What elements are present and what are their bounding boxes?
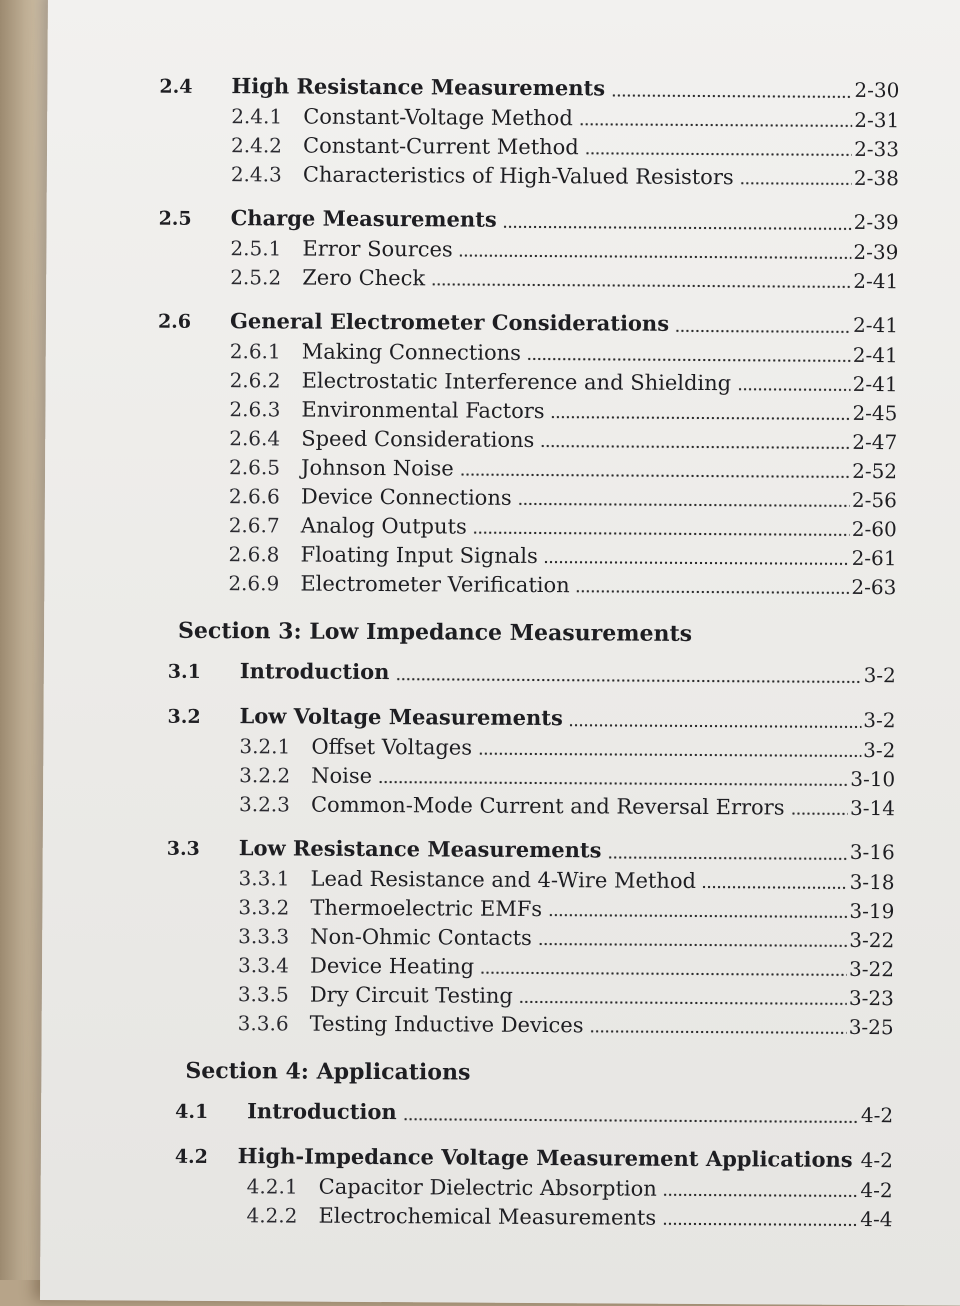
entry-title: Making Connections [302,338,521,368]
entry-page-number: 3-18 [850,868,895,897]
toc-subsection-entry [159,131,899,165]
dot-leader [544,560,850,566]
dot-leader [503,225,852,231]
entry-number: 2.6.5 [229,453,301,482]
entry-page-number: 2-41 [853,267,898,296]
toc-section-entry [159,203,899,239]
entry-page-number: 2-33 [854,135,899,164]
entry-title: Constant-Current Method [303,132,579,163]
entry-title: Low Resistance Measurements [239,833,602,864]
entry-number: 4.2.2 [246,1201,318,1230]
dot-leader [740,181,852,186]
toc-subsection-entry [159,160,899,194]
dot-leader [478,752,861,758]
toc-subsection-entry [158,337,898,371]
entry-number: 2.4.2 [231,131,303,160]
entry-number: 2.6.3 [229,395,301,424]
entry-number: 2.6.9 [228,569,300,598]
dot-leader [663,1193,859,1198]
toc-subsection-entry [157,424,897,458]
dot-leader [737,387,851,392]
toc-section-entry [167,701,895,736]
entry-title: Common-Mode Current and Reversal Errors [311,791,785,823]
dot-leader [607,855,847,860]
entry-page-number: 3-25 [849,1013,894,1042]
toc-subsection-entry [167,761,895,794]
dot-leader [551,415,851,421]
entry-page-number: 2-38 [854,164,899,193]
entry-title: Lead Resistance and 4-Wire Method [310,865,696,896]
entry-number: 3.2 [167,703,239,732]
entry-page-number: 2-41 [853,370,898,399]
toc-subsection-entry [157,482,897,516]
entry-page-number: 4-2 [860,1176,892,1205]
entry-number: 4.1 [175,1098,247,1127]
toc-subsection-entry [157,511,897,545]
toc-subsection-entry [156,569,896,603]
entry-number: 3.3 [167,835,239,864]
toc-subsection-entry [166,864,894,897]
entry-number: 2.6.8 [228,540,300,569]
entry-title: Introduction [240,656,390,686]
entry-page-number: 2-56 [852,486,897,515]
entry-title: Introduction [247,1096,397,1126]
toc-group [175,1096,893,1131]
entry-title: Dry Circuit Testing [310,981,513,1011]
section-4-entries [174,1096,893,1234]
entry-title: Speed Considerations [301,425,534,455]
entry-title: Offset Voltages [311,733,472,763]
dot-leader [395,677,861,684]
toc-group [174,1141,893,1234]
dot-leader [431,282,851,289]
entry-title: Johnson Noise [301,454,454,484]
toc-group [167,701,896,823]
dot-leader [527,357,851,363]
entry-page-number: 2-47 [852,428,897,457]
entry-page-number: 3-2 [863,706,895,735]
entry-number: 2.5 [159,205,231,234]
entry-page-number: 3-19 [849,897,894,926]
entry-page-number: 4-2 [861,1101,893,1130]
entry-page-number: 3-10 [850,765,895,794]
entry-page-number: 4-2 [861,1146,893,1175]
entry-number: 2.4.3 [231,160,303,189]
entry-title: Floating Input Signals [300,541,537,571]
dot-leader [378,780,848,787]
entry-number: 3.3.5 [238,980,310,1009]
entry-number: 3.3.3 [238,922,310,951]
dot-leader [662,1222,858,1227]
entry-title: Electrometer Verification [300,570,569,601]
entry-title: Capacitor Dielectric Absorption [319,1173,657,1204]
toc-subsection-entry [166,980,894,1013]
entry-title: High-Impedance Voltage Measurement Applications [238,1141,853,1174]
toc-subsection-entry [167,790,895,823]
entry-page-number: 3-22 [849,955,894,984]
entry-page-number: 3-23 [849,984,894,1013]
book-page [40,0,960,1306]
toc-subsection-entry [166,951,894,984]
entry-number: 4.2.1 [247,1172,319,1201]
entry-page-number: 2-63 [851,573,896,602]
entry-title: Charge Measurements [231,203,497,234]
entry-title: Device Connections [301,483,512,513]
entry-page-number: 2-61 [852,544,897,573]
entry-number: 3.3.6 [238,1009,310,1038]
entry-title: Zero Check [302,264,425,294]
dot-leader [611,93,852,98]
dot-leader [403,1117,859,1124]
toc-section-entry [175,1141,893,1176]
table-of-contents [152,71,899,1248]
dot-leader [538,942,847,948]
toc-subsection-entry [158,366,898,400]
entry-number: 3.3.2 [238,893,310,922]
entry-page-number: 2-41 [853,341,898,370]
dot-leader [459,254,852,260]
entry-number: 2.6 [158,308,230,337]
dot-leader [590,1029,847,1035]
dot-leader [790,812,848,816]
dot-leader [473,531,850,537]
entry-number: 3.2.3 [239,790,311,819]
toc-subsection-entry [166,893,894,926]
section-2-entries [156,71,899,603]
toc-group [168,656,896,691]
section-heading: Section 3: Low Impedance Measurements [178,616,896,650]
entry-title: General Electrometer Considerations [230,306,669,338]
dot-leader [702,885,848,890]
entry-number: 4.2 [175,1143,238,1172]
toc-subsection-entry [174,1201,892,1234]
entry-number: 2.6.6 [229,482,301,511]
toc-group [166,833,895,1042]
section-3 [166,616,897,1042]
entry-title: Testing Inductive Devices [310,1010,584,1041]
toc-section-entry [158,306,898,342]
toc-subsection-entry [157,453,897,487]
entry-number: 2.4.1 [231,102,303,131]
entry-page-number: 2-31 [854,106,899,135]
dot-leader [576,589,850,595]
entry-page-number: 2-39 [853,238,898,267]
entry-title: Electrostatic Interference and Shielding [302,367,732,399]
entry-page-number: 3-14 [850,794,895,823]
entry-page-number: 2-39 [854,208,899,237]
dot-leader [569,723,862,729]
entry-page-number: 2-60 [852,515,897,544]
toc-group [159,71,900,194]
entry-title: Error Sources [302,235,453,265]
dot-leader [519,1000,847,1006]
entry-title: Non-Ohmic Contacts [310,923,532,953]
entry-page-number: 2-41 [853,311,898,340]
toc-subsection-entry [166,922,894,955]
entry-page-number: 3-2 [863,736,895,765]
entry-title: Noise [311,762,372,791]
entry-number: 3.1 [168,658,240,687]
dot-leader [579,122,852,128]
dot-leader [585,151,852,157]
entry-title: Environmental Factors [301,396,544,426]
toc-group [156,306,898,603]
entry-title: High Resistance Measurements [231,71,605,102]
entry-number: 3.3.1 [238,864,310,893]
entry-page-number: 3-22 [849,926,894,955]
entry-number: 2.5.1 [230,234,302,263]
dot-leader [675,329,851,334]
entry-number: 2.6.4 [229,424,301,453]
toc-subsection-entry [158,234,898,268]
entry-number: 2.6.1 [230,337,302,366]
toc-group [158,203,899,297]
entry-title: Device Heating [310,952,474,982]
entry-title: Constant-Voltage Method [303,103,573,134]
entry-title: Analog Outputs [301,512,467,542]
section-heading: Section 4: Applications [185,1056,893,1090]
toc-subsection-entry [156,540,896,574]
toc-section-entry [168,656,896,691]
entry-number: 2.5.2 [230,263,302,292]
toc-section-entry [167,833,895,868]
entry-number: 3.2.2 [239,761,311,790]
dot-leader [540,444,850,450]
entry-number: 2.4 [159,73,231,102]
toc-section-entry [159,71,899,107]
dot-leader [460,473,850,479]
entry-page-number: 3-2 [864,661,896,690]
dot-leader [480,971,847,977]
toc-section-entry [175,1096,893,1131]
toc-subsection-entry [158,263,898,297]
entry-page-number: 4-4 [860,1205,892,1234]
entry-number: 3.3.4 [238,951,310,980]
toc-subsection-entry [166,1009,894,1042]
entry-number: 2.6.2 [230,366,302,395]
entry-title: Low Voltage Measurements [239,701,562,732]
toc-subsection-entry [175,1172,893,1205]
entry-title: Thermoelectric EMFs [310,894,542,924]
toc-subsection-entry [167,732,895,765]
dot-leader [518,502,850,508]
section-3-entries [166,656,896,1042]
entry-page-number: 3-16 [850,838,895,867]
entry-page-number: 2-45 [852,399,897,428]
entry-title: Characteristics of High-Valued Resistors [303,161,734,193]
dot-leader [548,913,847,919]
entry-page-number: 2-30 [854,76,899,105]
section-4 [174,1056,893,1234]
entry-number: 2.6.7 [229,511,301,540]
toc-subsection-entry [157,395,897,429]
entry-number: 3.2.1 [239,732,311,761]
entry-page-number: 2-52 [852,457,897,486]
entry-title: Electrochemical Measurements [318,1202,656,1233]
toc-subsection-entry [159,102,899,136]
